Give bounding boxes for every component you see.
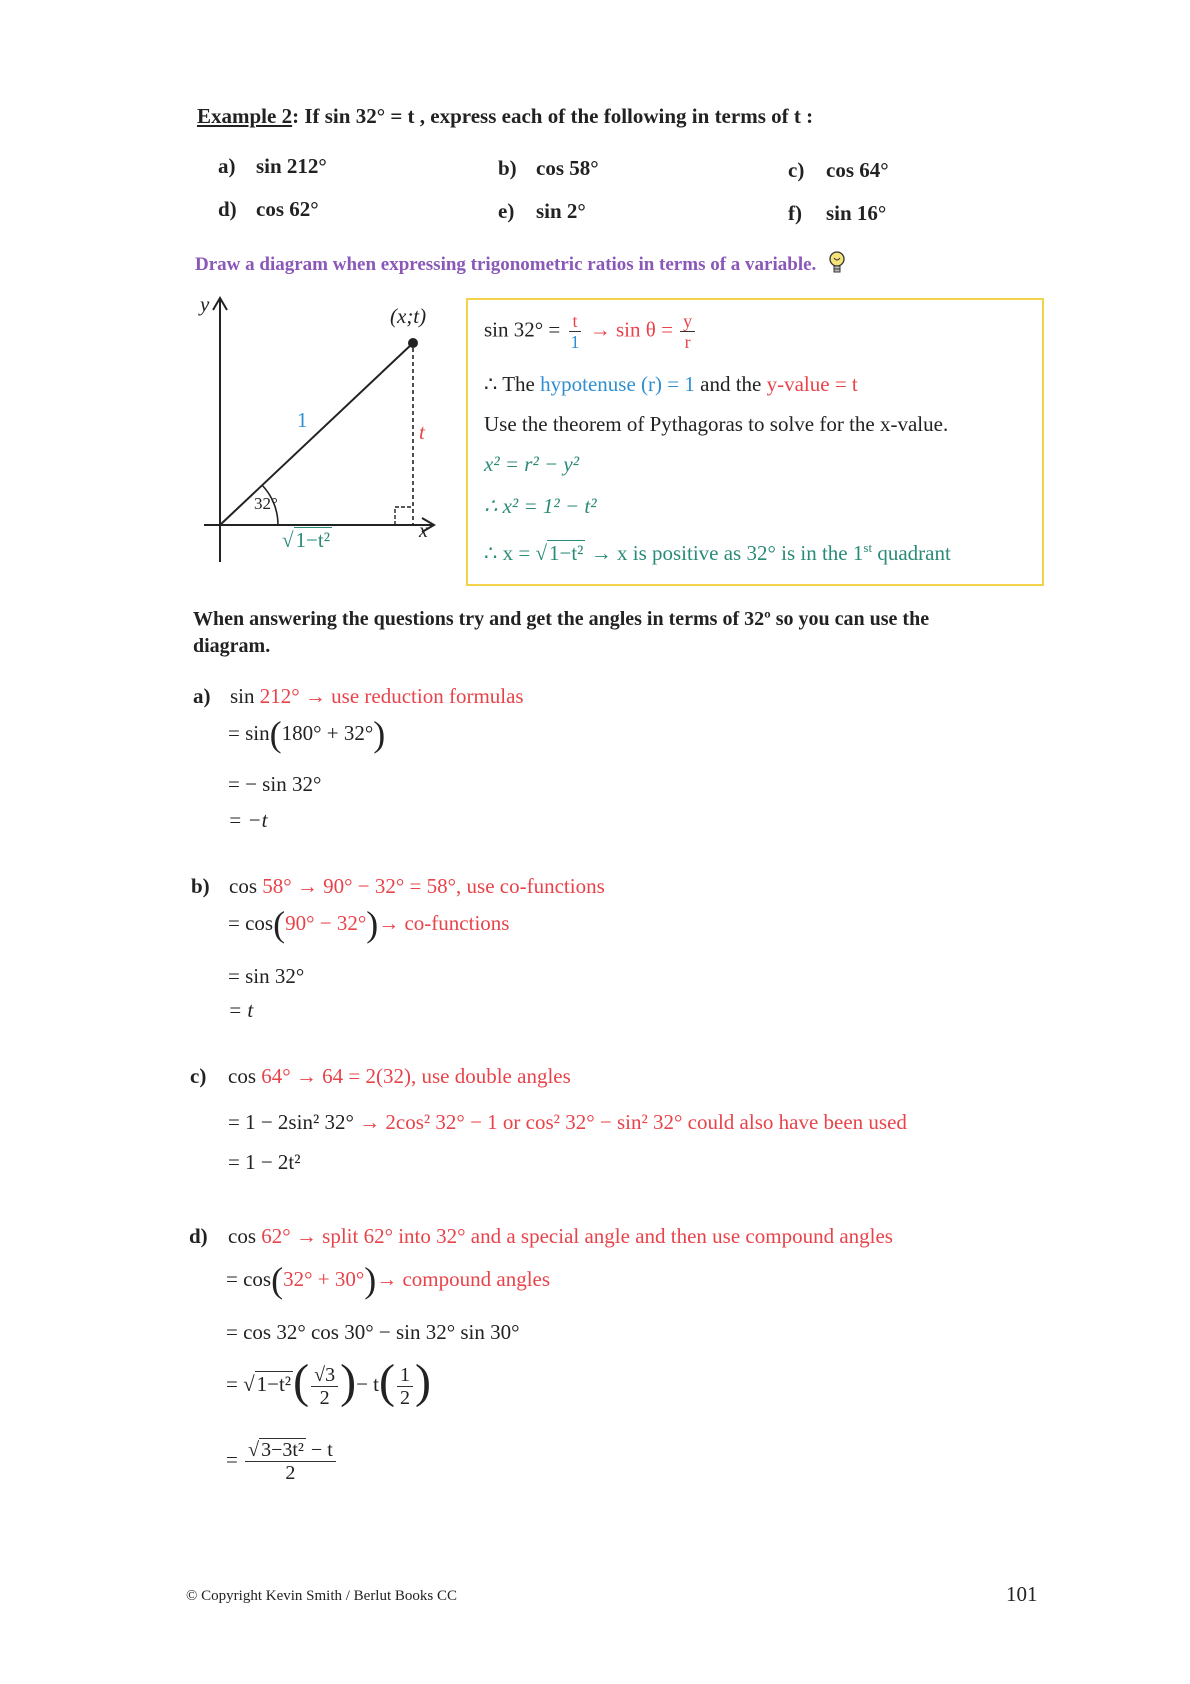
angle-label: 32°: [254, 494, 278, 513]
page-number: 101: [1006, 1582, 1038, 1606]
sol-a-line-4: = −t: [228, 808, 268, 832]
sol-d-label: d): [189, 1224, 208, 1248]
sol-c-line-1: cos 64° → 64 = 2(32), use double angles: [228, 1064, 571, 1088]
lightbulb-icon: [827, 250, 847, 276]
sol-d-line-1: cos 62° → split 62° into 32° and a special angle and then use compound angles: [228, 1224, 893, 1248]
sol-d-line-3: = cos 32° cos 30° − sin 32° sin 30°: [226, 1320, 520, 1344]
instruction-line-2: diagram.: [193, 635, 271, 657]
option-b: b) cos 58°: [498, 156, 599, 180]
hypotenuse-label: 1: [297, 408, 308, 432]
sol-c-line-3: = 1 − 2t²: [228, 1150, 301, 1174]
option-a: a) sin 212°: [218, 154, 327, 178]
box-line-3: Use the theorem of Pythagoras to solve for the x-value.: [484, 412, 949, 436]
sol-a-line-3: = − sin 32°: [228, 772, 322, 796]
box-line-4: x² = r² − y²: [484, 452, 580, 476]
example-text: : If sin 32° = t , express each of the following in terms of t :: [292, 104, 814, 128]
sol-b-label: b): [191, 874, 210, 898]
adjacent-label: √1−t²: [282, 528, 331, 552]
sol-d-line-5: = $\frac{\text{√ 3−3t² − t}}{2}$: [226, 1440, 338, 1483]
opposite-label: t: [419, 420, 425, 444]
sol-b-line-4: = t: [228, 998, 254, 1022]
option-f: f) sin 16°: [788, 201, 887, 225]
copyright: © Copyright Kevin Smith / Berlut Books CC: [186, 1588, 457, 1604]
box-line-1: sin 32° = $\frac{t}{1}$ → sin θ = $\frac{y}{r}$: [484, 312, 697, 351]
sol-a-line-2: = sin(180° + 32°): [228, 714, 386, 754]
sol-b-line-2: = cos(90° − 32°)→ co-functions: [228, 904, 510, 944]
box-line-2: ∴ The hypotenuse (r) = 1 and the y-value = t: [484, 372, 858, 396]
option-d: d) cos 62°: [218, 197, 319, 221]
option-c: c) cos 64°: [788, 158, 889, 182]
sol-c-label: c): [190, 1064, 207, 1088]
x-axis-label: x: [419, 520, 428, 542]
sol-d-line-4: = √1−t²( $\frac{√3}{2}$ )− t( $\frac{1}{2}$ ): [226, 1355, 431, 1409]
example-title: [197, 104, 813, 129]
option-e: e) sin 2°: [498, 199, 586, 223]
example-label: Example 2: [197, 104, 293, 128]
sol-c-line-2: = 1 − 2sin² 32° → 2cos² 32° − 1 or cos² 32° − sin² 32° could also have been used: [228, 1110, 907, 1134]
sol-b-line-1: cos 58° → 90° − 32° = 58°, use co-functions: [229, 874, 605, 898]
box-line-6: ∴ x = √1−t² → x is positive as 32° is in the 1st quadrant: [484, 540, 951, 565]
tip-text: Draw a diagram when expressing trigonometric ratios in terms of a variable.: [195, 250, 847, 276]
y-axis-label: y: [200, 292, 210, 316]
sol-b-line-3: = sin 32°: [228, 964, 305, 988]
instruction-line-1: When answering the questions try and get the angles in terms of 32º so you can use the: [193, 608, 930, 630]
box-line-5: ∴ x² = 1² − t²: [484, 494, 597, 518]
sol-a-label: a): [193, 684, 211, 708]
sol-d-line-2: = cos(32° + 30°)→ compound angles: [226, 1260, 551, 1300]
sol-a-line-1: sin 212° → use reduction formulas: [230, 684, 524, 708]
point-label: (x;t): [390, 304, 427, 328]
